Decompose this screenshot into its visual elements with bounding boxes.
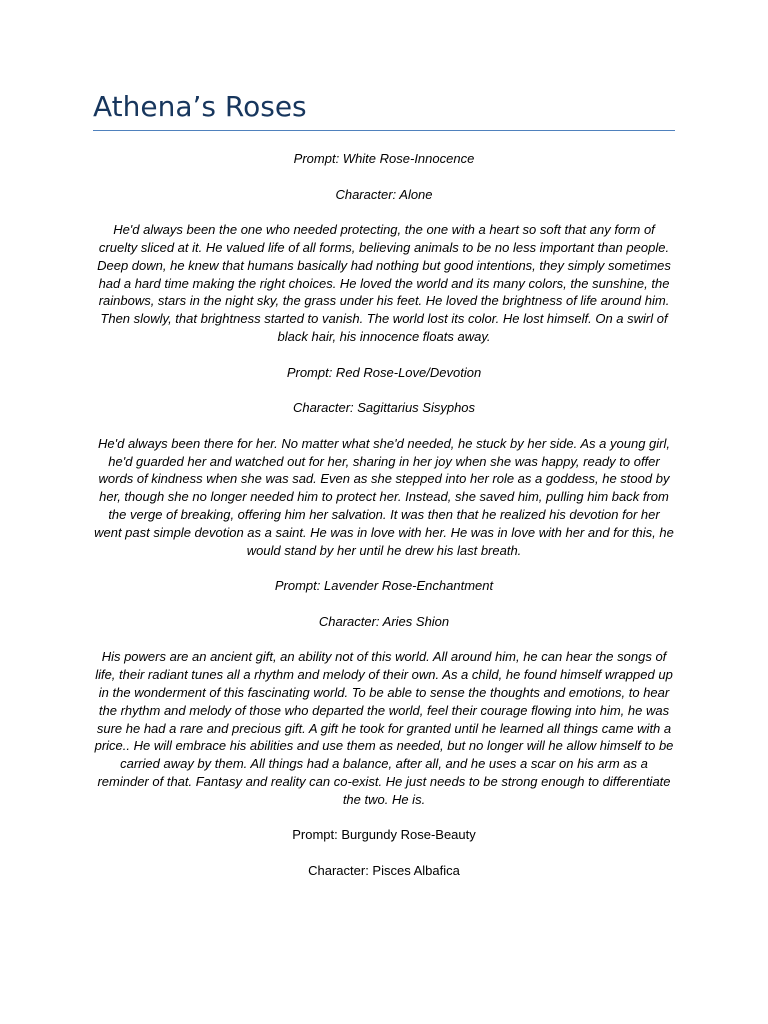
prompt-red-rose: Prompt: Red Rose-Love/Devotion [286, 364, 482, 380]
spacer [93, 559, 675, 577]
document-title: Athena’s Roses [93, 90, 307, 123]
spacer [93, 346, 675, 364]
story-paragraph-white-rose: He'd always been the one who needed protecting, the one with a heart so soft that any form of cruelty sliced at it. He valued life of all forms, believing animals to be no less important than people. Deep down, he knew that humans basically had nothing but good intentions, they simply sometimes had a hard time making the right choices. He loved the world and its many colors, the sunshine, the rainbows, stars in the night sky, the grass under his feet. He loved the brightness of life around him. Then slowly, that brightness started to vanish. The world lost its color. He lost himself. On a swirl of black hair, his innocence floats away. [97, 222, 671, 344]
character-sagittarius-sisyphos: Character: Sagittarius Sisyphos [292, 400, 476, 416]
spacer [93, 381, 675, 399]
spacer [93, 844, 675, 862]
prompt-lavender-rose: Prompt: Lavender Rose-Enchantment [274, 578, 494, 594]
spacer [93, 168, 675, 186]
spacer [93, 417, 675, 435]
character-alone: Character: Alone [335, 186, 433, 202]
title-underline [93, 130, 675, 131]
character-aries-shion: Character: Aries Shion [318, 613, 450, 629]
story-paragraph-red-rose: He'd always been there for her. No matter what she'd needed, he stuck by her side. As a young girl, he'd guarded her and watched out for her, sharing in her joy when she was happy, ready to offer words of kindness when she was sad. Even as she stepped into her role as a goddess, he stood by her, though she no longer needed him to protect her. Instead, she saved him, pulling him back from the verge of breaking, offering him her salvation. It was then that he realized his devotion for her went past simple devotion as a saint. He was in love with her. He was in love with her and for this, he would stand by her until he drew his last breath. [94, 435, 674, 558]
prompt-burgundy-rose: Prompt: Burgundy Rose-Beauty [292, 827, 476, 843]
spacer [93, 808, 675, 826]
spacer [93, 203, 675, 221]
story-paragraph-lavender-rose: His powers are an ancient gift, an ability not of this world. All around him, he can hear the songs of life, their radiant tunes all a rhythm and melody of their own. As a child, he found himself wrapped up in the wonderment of this fascinating world. To be able to sense the thoughts and emotions, to hear the rhythm and melody of those who departed the world, feel their courage flowing into him, he was sure he had a rare and precious gift. A gift he took for granted until he learned all things came with a price.. He will embrace his abilities and use them as needed, but no longer will he allow himself to be carried away by them. All things had a balance, after all, and he uses a scar on his arm as a reminder of that. Fantasy and reality can co-exist. He just needs to be strong enough to differentiate the two. He is. [94, 649, 674, 807]
prompt-white-rose: Prompt: White Rose-Innocence [293, 151, 475, 166]
spacer [93, 595, 675, 613]
spacer [93, 631, 675, 649]
character-pisces-albafica: Character: Pisces Albafica [308, 862, 460, 878]
document-body [93, 150, 675, 880]
